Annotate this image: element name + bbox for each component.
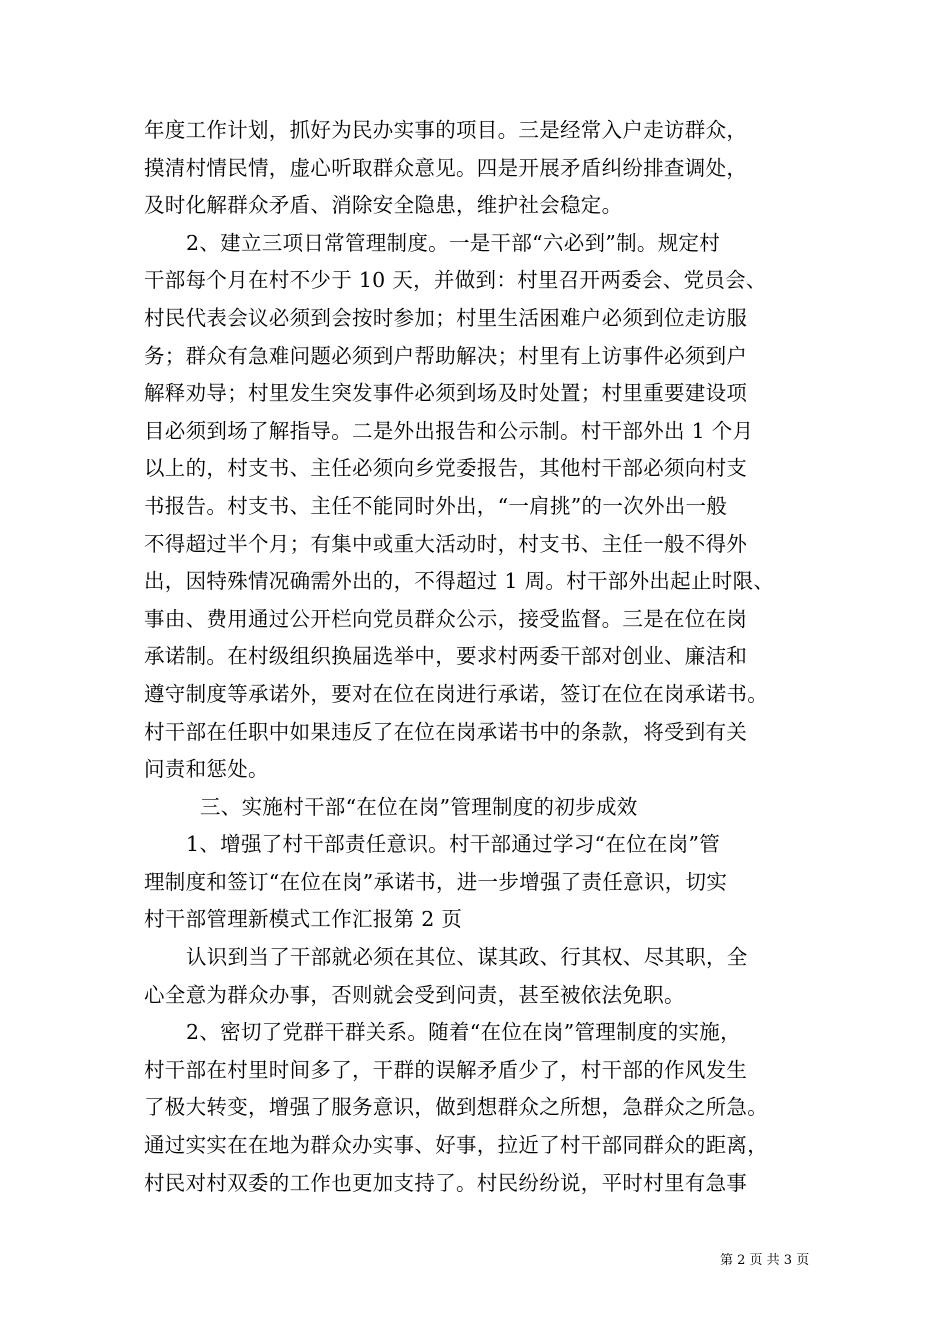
text-line: 干部每个月在村不少于 10 天，并做到：村里召开两委会、党员会、 xyxy=(144,268,767,293)
section-heading: 三、实施村干部“在位在岗”管理制度的初步成效 xyxy=(200,794,638,819)
text-line: 村民代表会议必须到会按时参加；村里生活困难户必须到位走访服 xyxy=(144,305,748,330)
text-line: 不得超过半个月；有集中或重大活动时，村支书、主任一般不得外 xyxy=(144,531,748,556)
document-body xyxy=(144,112,808,1202)
text-line: 2、密切了党群干群关系。随着“在位在岗”管理制度的实施， xyxy=(186,1020,741,1045)
text-line: 心全意为群众办事，否则就会受到问责，甚至被依法免职。 xyxy=(144,982,685,1007)
text-line: 解释劝导；村里发生突发事件必须到场及时处置；村里重要建设项 xyxy=(144,381,748,406)
text-line: 村干部在村里时间多了，干群的误解矛盾少了，村干部的作风发生 xyxy=(144,1057,748,1082)
text-line: 2、建立三项日常管理制度。一是干部“六必到”制。规定村 xyxy=(186,230,721,255)
text-line: 了极大转变，增强了服务意识，做到想群众之所想，急群众之所急。 xyxy=(144,1095,768,1120)
text-line: 摸清村情民情，虚心听取群众意见。四是开展矛盾纠纷排查调处， xyxy=(144,155,748,180)
text-line: 1、增强了村干部责任意识。村干部通过学习“在位在岗”管 xyxy=(186,832,721,857)
text-line: 出，因特殊情况确需外出的，不得超过 1 周。村干部外出起止时限、 xyxy=(144,569,775,594)
text-line: 村干部在任职中如果违反了在位在岗承诺书中的条款，将受到有关 xyxy=(144,719,748,744)
page-number: 第 2 页 共 3 页 xyxy=(720,1253,810,1268)
text-line: 及时化解群众矛盾、消除安全隐患，维护社会稳定。 xyxy=(144,193,623,218)
text-line: 以上的，村支书、主任必须向乡党委报告，其他村干部必须向村支 xyxy=(144,456,748,481)
text-line: 遵守制度等承诺外，要对在位在岗进行承诺，签订在位在岗承诺书。 xyxy=(144,681,768,706)
text-line: 承诺制。在村级组织换届选举中，要求村两委干部对创业、廉洁和 xyxy=(144,644,748,669)
text-line: 村民对村双委的工作也更加支持了。村民纷纷说，平时村里有急事 xyxy=(144,1170,748,1195)
text-line: 通过实实在在地为群众办实事、好事，拉近了村干部同群众的距离， xyxy=(144,1133,768,1158)
text-line: 书报告。村支书、主任不能同时外出，“一肩挑”的一次外出一般 xyxy=(144,493,728,518)
text-line: 认识到当了干部就必须在其位、谋其政、行其权、尽其职，全 xyxy=(186,945,748,970)
text-line: 年度工作计划，抓好为民办实事的项目。三是经常入户走访群众， xyxy=(144,118,748,142)
page-title-line: 村干部管理新模式工作汇报第 2 页 xyxy=(144,907,463,932)
text-line: 目必须到场了解指导。二是外出报告和公示制。村干部外出 1 个月 xyxy=(144,418,754,443)
text-line: 问责和惩处。 xyxy=(144,757,269,782)
text-line: 事由、费用通过公开栏向党员群众公示，接受监督。三是在位在岗 xyxy=(144,606,748,631)
text-line: 务；群众有急难问题必须到户帮助解决；村里有上访事件必须到户 xyxy=(144,343,748,368)
text-line: 理制度和签订“在位在岗”承诺书，进一步增强了责任意识，切实 xyxy=(144,869,728,894)
